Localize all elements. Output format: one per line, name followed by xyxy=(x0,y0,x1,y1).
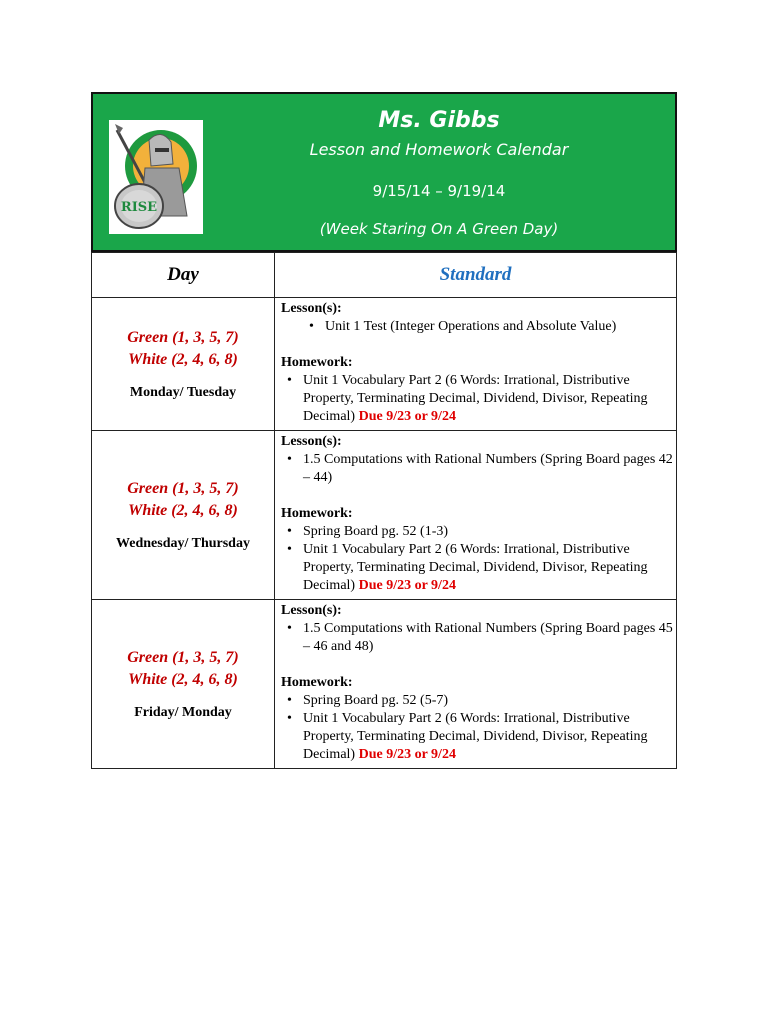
weekday-label: Wednesday/ Thursday xyxy=(116,536,250,551)
list-item: • Unit 1 Vocabulary Part 2 (6 Words: Irrational, Distributive Property, Terminating Decimal, Dividend, Divisor, Repeating Decimal) Due 9/23 or 9/24 xyxy=(281,541,676,595)
schedule-table xyxy=(91,252,677,769)
homework-list xyxy=(281,692,676,764)
table-row xyxy=(92,298,677,431)
list-item: • 1.5 Computations with Rational Numbers (Spring Board pages 42 – 44) xyxy=(281,451,676,487)
school-logo xyxy=(109,120,203,234)
list-item: • Spring Board pg. 52 (5-7) xyxy=(281,692,676,710)
list-item: • Unit 1 Test (Integer Operations and Absolute Value) xyxy=(281,318,676,336)
list-item: • Unit 1 Vocabulary Part 2 (6 Words: Irrational, Distributive Property, Terminating Decimal, Dividend, Divisor, Repeating Decimal) Due 9/23 or 9/24 xyxy=(281,710,676,764)
homework-list xyxy=(281,523,676,595)
green-days: Green (1, 3, 5, 7) xyxy=(127,649,239,666)
header-banner xyxy=(91,92,677,252)
standard-header: Standard xyxy=(275,253,677,298)
lessons-label: Lesson(s): xyxy=(281,301,342,316)
table-header-row xyxy=(92,253,677,298)
knight-logo-icon xyxy=(109,120,203,234)
white-days: White (2, 4, 6, 8) xyxy=(128,671,238,688)
list-item: • Unit 1 Vocabulary Part 2 (6 Words: Irrational, Distributive Property, Terminating Decimal, Dividend, Divisor, Repeating Decimal) Due 9/23 or 9/24 xyxy=(281,372,676,426)
lessons-label: Lesson(s): xyxy=(281,434,342,449)
day-cell xyxy=(92,298,275,431)
standard-cell xyxy=(275,600,677,769)
week-note: (Week Staring On A Green Day) xyxy=(319,220,559,238)
weekday-label: Friday/ Monday xyxy=(134,705,232,720)
homework-label: Homework: xyxy=(281,675,353,690)
standard-cell xyxy=(275,431,677,600)
date-range: 9/15/14 – 9/19/14 xyxy=(372,182,506,200)
lessons-label: Lesson(s): xyxy=(281,603,342,618)
calendar-document xyxy=(91,92,677,769)
white-days: White (2, 4, 6, 8) xyxy=(128,351,238,368)
table-row xyxy=(92,431,677,600)
teacher-name: Ms. Gibbs xyxy=(378,108,500,133)
lessons-list xyxy=(281,318,676,336)
lessons-list xyxy=(281,620,676,656)
homework-label: Homework: xyxy=(281,506,353,521)
day-header: Day xyxy=(92,253,275,298)
calendar-subtitle: Lesson and Homework Calendar xyxy=(309,140,569,159)
due-date: Due 9/23 or 9/24 xyxy=(358,747,456,762)
green-days: Green (1, 3, 5, 7) xyxy=(127,329,239,346)
day-cell xyxy=(92,600,275,769)
due-date: Due 9/23 or 9/24 xyxy=(358,409,456,424)
day-cell xyxy=(92,431,275,600)
weekday-label: Monday/ Tuesday xyxy=(129,385,237,400)
list-item: • Spring Board pg. 52 (1-3) xyxy=(281,523,676,541)
green-days: Green (1, 3, 5, 7) xyxy=(127,480,239,497)
svg-text:RISE: RISE xyxy=(120,200,158,215)
standard-cell xyxy=(275,298,677,431)
due-date: Due 9/23 or 9/24 xyxy=(358,578,456,593)
list-item: • 1.5 Computations with Rational Numbers (Spring Board pages 45 – 46 and 48) xyxy=(281,620,676,656)
homework-list xyxy=(281,372,676,426)
white-days: White (2, 4, 6, 8) xyxy=(128,502,238,519)
homework-label: Homework: xyxy=(281,355,353,370)
table-row xyxy=(92,600,677,769)
lessons-list xyxy=(281,451,676,487)
